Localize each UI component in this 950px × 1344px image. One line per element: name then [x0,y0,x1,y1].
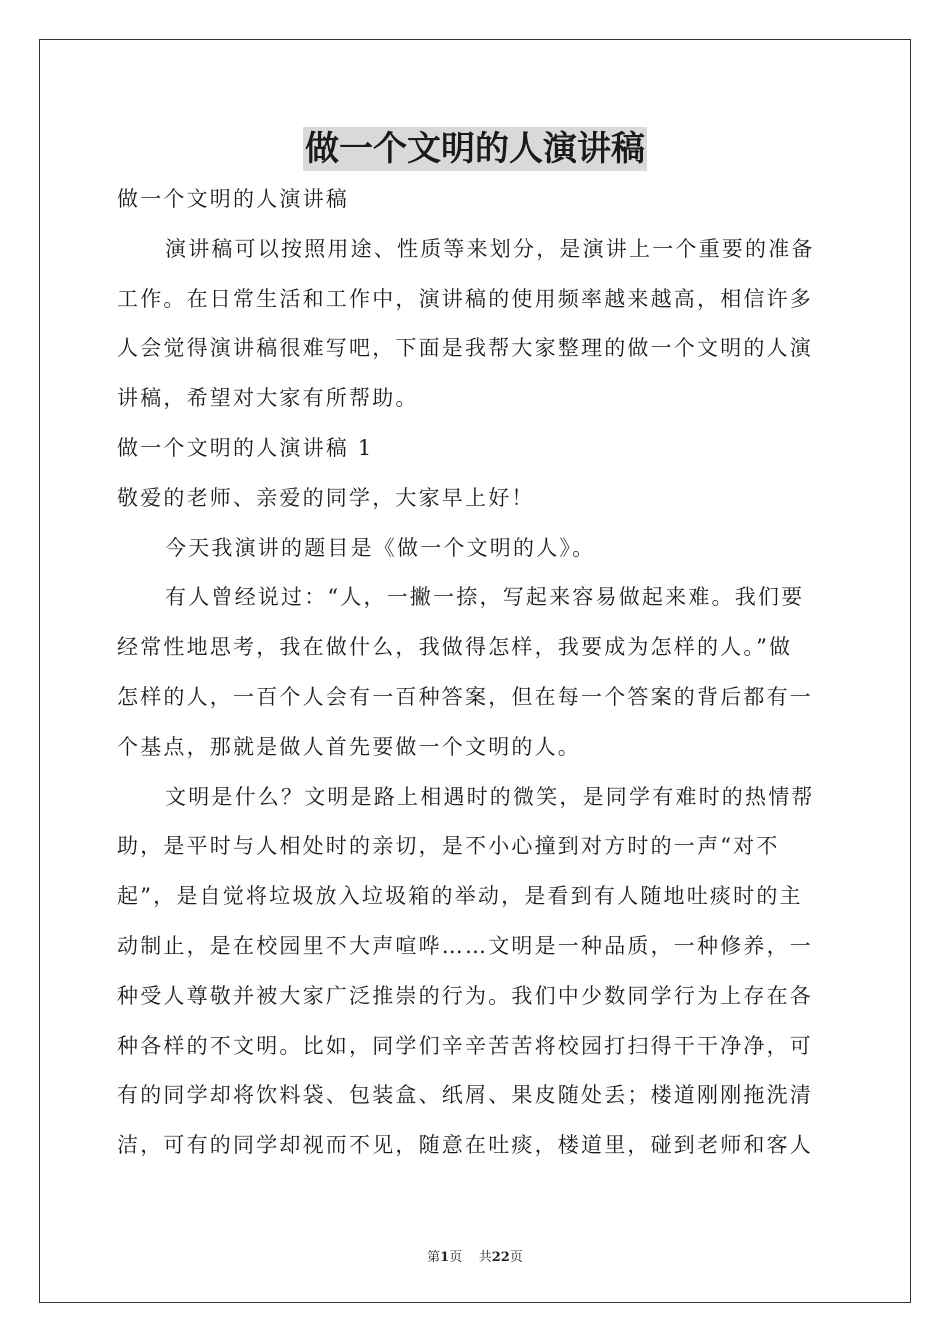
text-line: 起”，是自觉将垃圾放入垃圾箱的举动，是看到有人随地吐痰时的主 [117,884,803,909]
text-line: 文明是什么？文明是路上相遇时的微笑，是同学有难时的热情帮 [165,784,815,809]
text-line: 种各样的不文明。比如，同学们辛辛苦苦将校园打扫得干干净净，可 [117,1033,813,1058]
page-label-prefix: 第 [427,1250,441,1265]
document-body [117,175,837,1171]
page-number: 1 [440,1250,450,1265]
text-line: 人会觉得演讲稿很难写吧，下面是我帮大家整理的做一个文明的人演 [117,336,813,361]
text-line: 怎样的人，一百个人会有一百种答案，但在每一个答案的背后都有一 [117,684,813,709]
text-line: 讲稿，希望对大家有所帮助。 [117,386,419,411]
text-line: 有的同学却将饮料袋、包装盒、纸屑、果皮随处丢；楼道刚刚拖洗清 [117,1083,813,1108]
total-label-suffix: 页 [509,1250,523,1265]
document-title [0,127,950,171]
document-title-text: 做一个文明的人演讲稿 [305,129,645,169]
text-line: 经常性地思考，我在做什么，我做得怎样，我要成为怎样的人。”做 [117,635,793,660]
text-line: 今天我演讲的题目是《做一个文明的人》。 [165,535,596,560]
page-footer [0,1246,950,1265]
text-line: 演讲稿可以按照用途、性质等来划分，是演讲上一个重要的准备 [165,236,815,261]
text-line: 助，是平时与人相处时的亲切，是不小心撞到对方时的一声“对不 [117,834,780,859]
page-label-suffix: 页 [449,1250,463,1265]
text-line: 做一个文明的人演讲稿 1 [117,435,374,460]
total-label-prefix: 共 [478,1250,492,1265]
text-line: 做一个文明的人演讲稿 [117,187,349,211]
text-line: 工作。在日常生活和工作中，演讲稿的使用频率越来越高，相信许多 [117,286,813,311]
text-line: 动制止，是在校园里不大声喧哗……文明是一种品质，一种修养，一 [117,933,813,958]
text-line: 个基点，那就是做人首先要做一个文明的人。 [117,734,581,759]
text-line: 洁，可有的同学却视而不见，随意在吐痰，楼道里，碰到老师和客人 [117,1133,813,1158]
text-line: 敬爱的老师、亲爱的同学，大家早上好！ [117,485,535,510]
text-line: 种受人尊敬并被大家广泛推崇的行为。我们中少数同学行为上存在各 [117,983,813,1008]
total-pages: 22 [491,1250,510,1265]
text-line: 有人曾经说过：“人，一撇一捺，写起来容易做起来难。我们要 [165,585,805,610]
